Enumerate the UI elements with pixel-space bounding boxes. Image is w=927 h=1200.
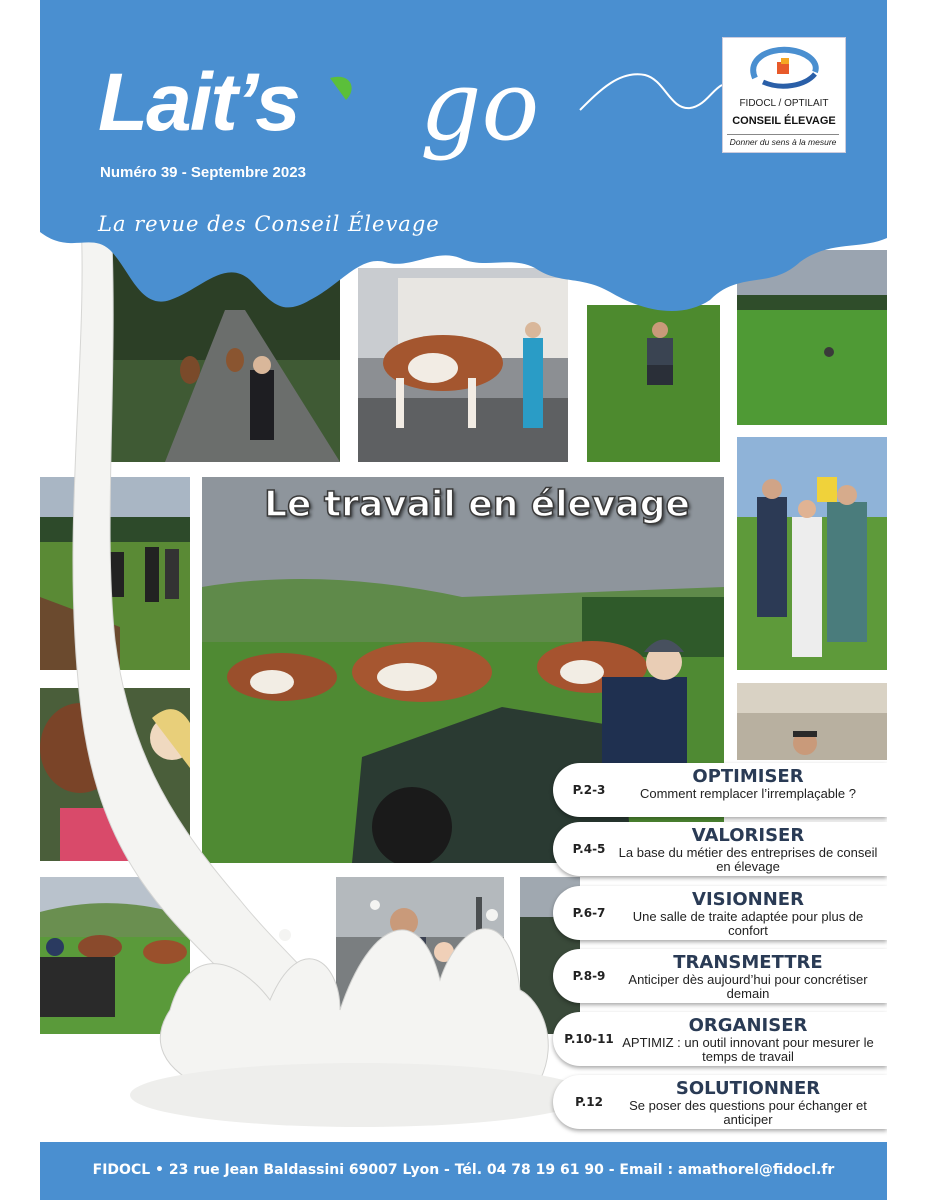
fidocl-logo-emblem bbox=[723, 38, 845, 96]
logo-line-name: CONSEIL ÉLEVAGE bbox=[732, 115, 836, 127]
footer-contact: FIDOCL • 23 rue Jean Baldassini 69007 Lyon - Tél. 04 78 19 61 90 - Email : amathorel@fidocl.fr bbox=[92, 1162, 835, 1178]
toc-description: APTIMIZ : un outil innovant pour mesurer le temps de travail bbox=[622, 1035, 874, 1064]
fidocl-logo bbox=[722, 37, 846, 153]
toc-page-number: P.6-7 bbox=[572, 906, 606, 920]
toc-heading: VALORISER bbox=[691, 825, 805, 846]
toc-page-number: P.12 bbox=[575, 1095, 603, 1109]
masthead-title: Lait’s bbox=[98, 57, 299, 148]
masthead-title-script: go bbox=[420, 50, 540, 162]
toc-description: La base du métier des entreprises de conseil en élevage bbox=[618, 845, 878, 874]
toc-heading: VISIONNER bbox=[692, 889, 804, 910]
toc-item-solutionner[interactable] bbox=[553, 1075, 887, 1129]
toc-item-optimiser[interactable] bbox=[553, 763, 887, 817]
issue-number: Numéro 39 - Septembre 2023 bbox=[100, 164, 306, 181]
feature-title: Le travail en élevage bbox=[264, 484, 690, 525]
footer-bar bbox=[40, 1142, 887, 1200]
logo-line-brands: FIDOCL / OPTILAIT bbox=[739, 98, 829, 109]
toc-page-number: P.8-9 bbox=[572, 969, 606, 983]
masthead bbox=[40, 0, 887, 330]
toc-item-visionner[interactable] bbox=[553, 886, 887, 940]
toc-item-transmettre[interactable] bbox=[553, 949, 887, 1003]
toc-description: Une salle de traite adaptée pour plus de confort bbox=[632, 909, 864, 938]
logo-line-slogan: Donner du sens à la mesure bbox=[727, 134, 839, 147]
magazine-cover bbox=[40, 0, 887, 1200]
toc-heading: SOLUTIONNER bbox=[675, 1078, 821, 1099]
toc-heading: OPTIMISER bbox=[692, 766, 804, 787]
toc-page-number: P.2-3 bbox=[572, 783, 606, 797]
toc-page-number: P.4-5 bbox=[572, 842, 606, 856]
toc-page-number: P.10-11 bbox=[564, 1032, 614, 1046]
toc-description: Comment remplacer l’irremplaçable ? bbox=[639, 786, 857, 801]
toc-description: Se poser des questions pour échanger et anticiper bbox=[629, 1098, 867, 1127]
masthead-tagline: La revue des Conseil Élevage bbox=[98, 212, 440, 236]
toc-heading: TRANSMETTRE bbox=[673, 952, 823, 973]
toc-item-organiser[interactable] bbox=[553, 1012, 887, 1066]
toc-description: Anticiper dès aujourd’hui pour concrétiser demain bbox=[628, 972, 868, 1001]
toc-heading: ORGANISER bbox=[688, 1015, 808, 1036]
toc-item-valoriser[interactable] bbox=[553, 822, 887, 876]
